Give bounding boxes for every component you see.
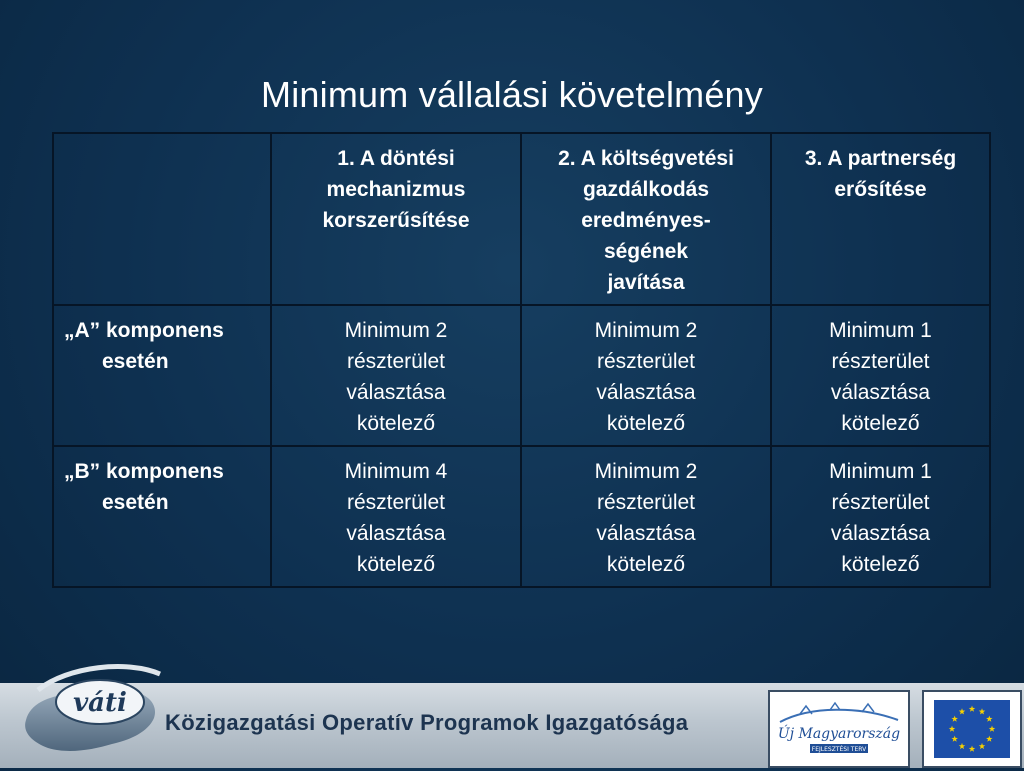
- row-label: „B” komponens esetén: [53, 446, 271, 587]
- table-cell: Minimum 4 részterület választása kötelező: [271, 446, 521, 587]
- table-cell: Minimum 2 részterület választása kötelező: [271, 305, 521, 446]
- table-cell: Minimum 1 részterület választása kötelező: [771, 305, 990, 446]
- eu-flag-logo: [922, 690, 1022, 768]
- header-cell-empty: [53, 133, 271, 305]
- table-header-row: [53, 133, 990, 305]
- header-cell: 1. A döntési mechanizmus korszerűsítése: [271, 133, 521, 305]
- vati-logo: [18, 660, 168, 768]
- table-row: [53, 446, 990, 587]
- um-logo-subtext: FEJLESZTÉSI TERV: [811, 746, 867, 753]
- slide-title: Minimum vállalási követelmény: [261, 74, 763, 115]
- row-label: „A” komponens esetén: [53, 305, 271, 446]
- table-cell: Minimum 2 részterület választása kötelező: [521, 305, 771, 446]
- requirements-table: [52, 132, 991, 588]
- vati-logo-text: váti: [73, 688, 127, 718]
- organization-name: Közigazgatási Operatív Programok Igazgatósága: [165, 710, 689, 735]
- table-cell: Minimum 1 részterület választása kötelező: [771, 446, 990, 587]
- table-row: [53, 305, 990, 446]
- header-cell: 3. A partnerség erősítése: [771, 133, 990, 305]
- table-cell: Minimum 2 részterület választása kötelező: [521, 446, 771, 587]
- um-logo-text: Új Magyarország: [777, 726, 901, 742]
- uj-magyarorszag-logo: [768, 690, 910, 768]
- header-cell: 2. A költségvetési gazdálkodás eredményes- ségének javítása: [521, 133, 771, 305]
